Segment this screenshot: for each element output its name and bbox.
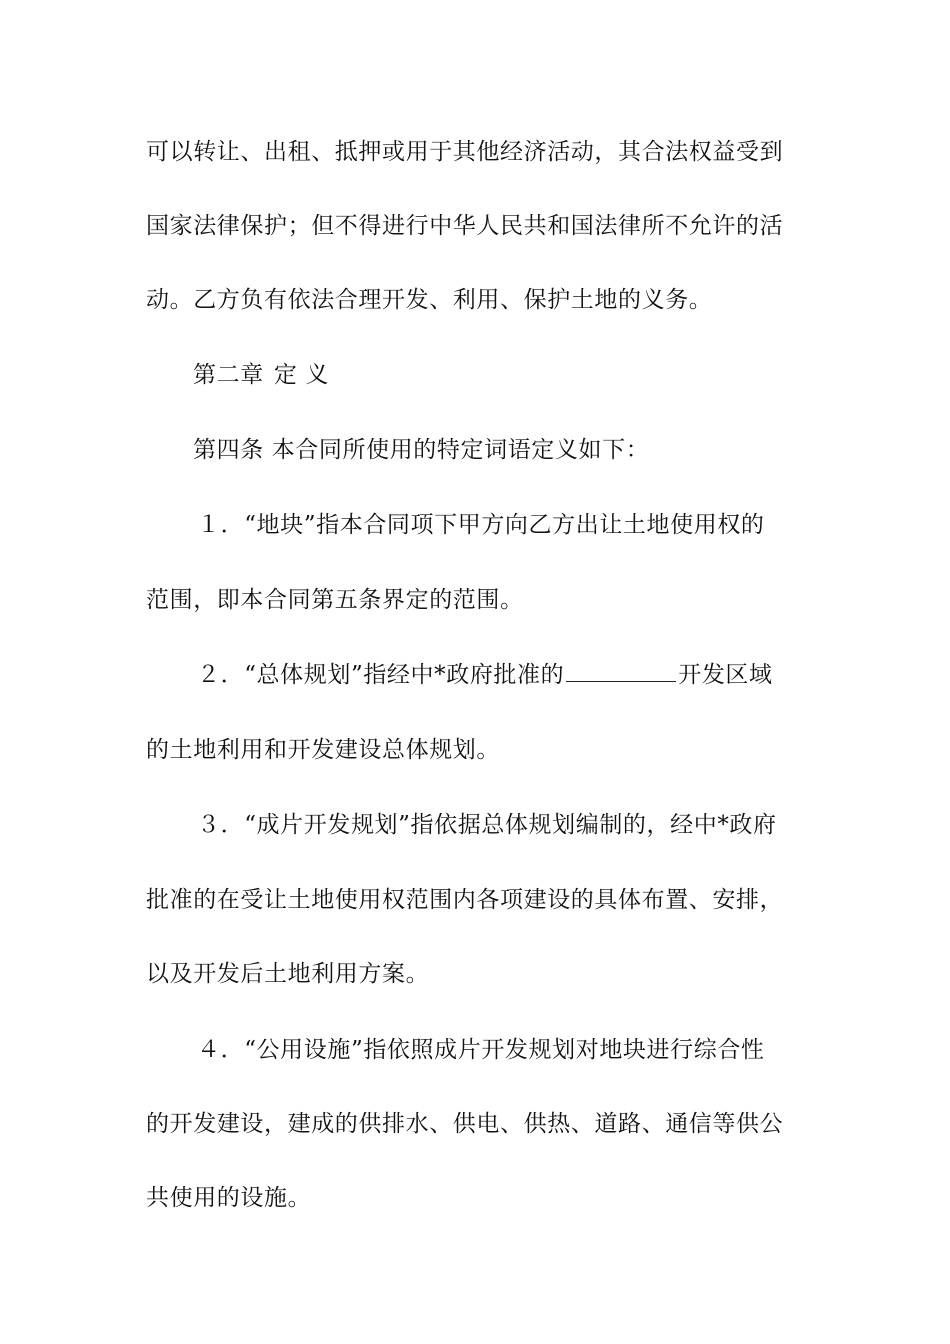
text-line-1: 可以转让、出租、抵押或用于其他经济活动，其合法权益受到 [146, 139, 784, 165]
definition-2-text-after-blank: 开发区域 [678, 662, 773, 688]
definition-3-line-1: ３．“成片开发规划”指依据总体规划编制的，经中*政府 [197, 812, 777, 838]
definition-4-line-2: 的开发建设，建成的供排水、供电、供热、道路、通信等供公 [146, 1111, 784, 1137]
definition-3-line-3: 以及开发后土地利用方案。 [146, 961, 430, 987]
definition-2-line-2: 的土地利用和开发建设总体规划。 [146, 737, 500, 763]
definition-4-line-1: ４．“公用设施”指依照成片开发规划对地块进行综合性 [197, 1037, 765, 1063]
definition-2-line-1 [197, 659, 867, 691]
chapter-label: 第二章 [193, 362, 264, 388]
definition-3-line-2: 批准的在受让土地使用权范围内各项建设的具体布置、安排， [146, 887, 784, 913]
definition-1-line-1: １．“地块”指本合同项下甲方向乙方出让土地使用权的 [197, 512, 765, 538]
article-4: 第四条 本合同所使用的特定词语定义如下： [193, 437, 650, 463]
text-line-2: 国家法律保护；但不得进行中华人民共和国法律所不允许的活 [146, 213, 784, 239]
definition-1-line-2: 范围，即本合同第五条界定的范围。 [146, 587, 524, 613]
chapter-heading [193, 359, 863, 391]
fill-blank [566, 661, 676, 682]
definition-4-line-3: 共使用的设施。 [146, 1185, 312, 1211]
chapter-title: 定 义 [273, 362, 329, 388]
definition-2-text-before-blank: ２．“总体规划”指经中*政府批准的 [197, 662, 565, 688]
text-line-3: 动。乙方负有依法合理开发、利用、保护土地的义务。 [146, 287, 713, 313]
